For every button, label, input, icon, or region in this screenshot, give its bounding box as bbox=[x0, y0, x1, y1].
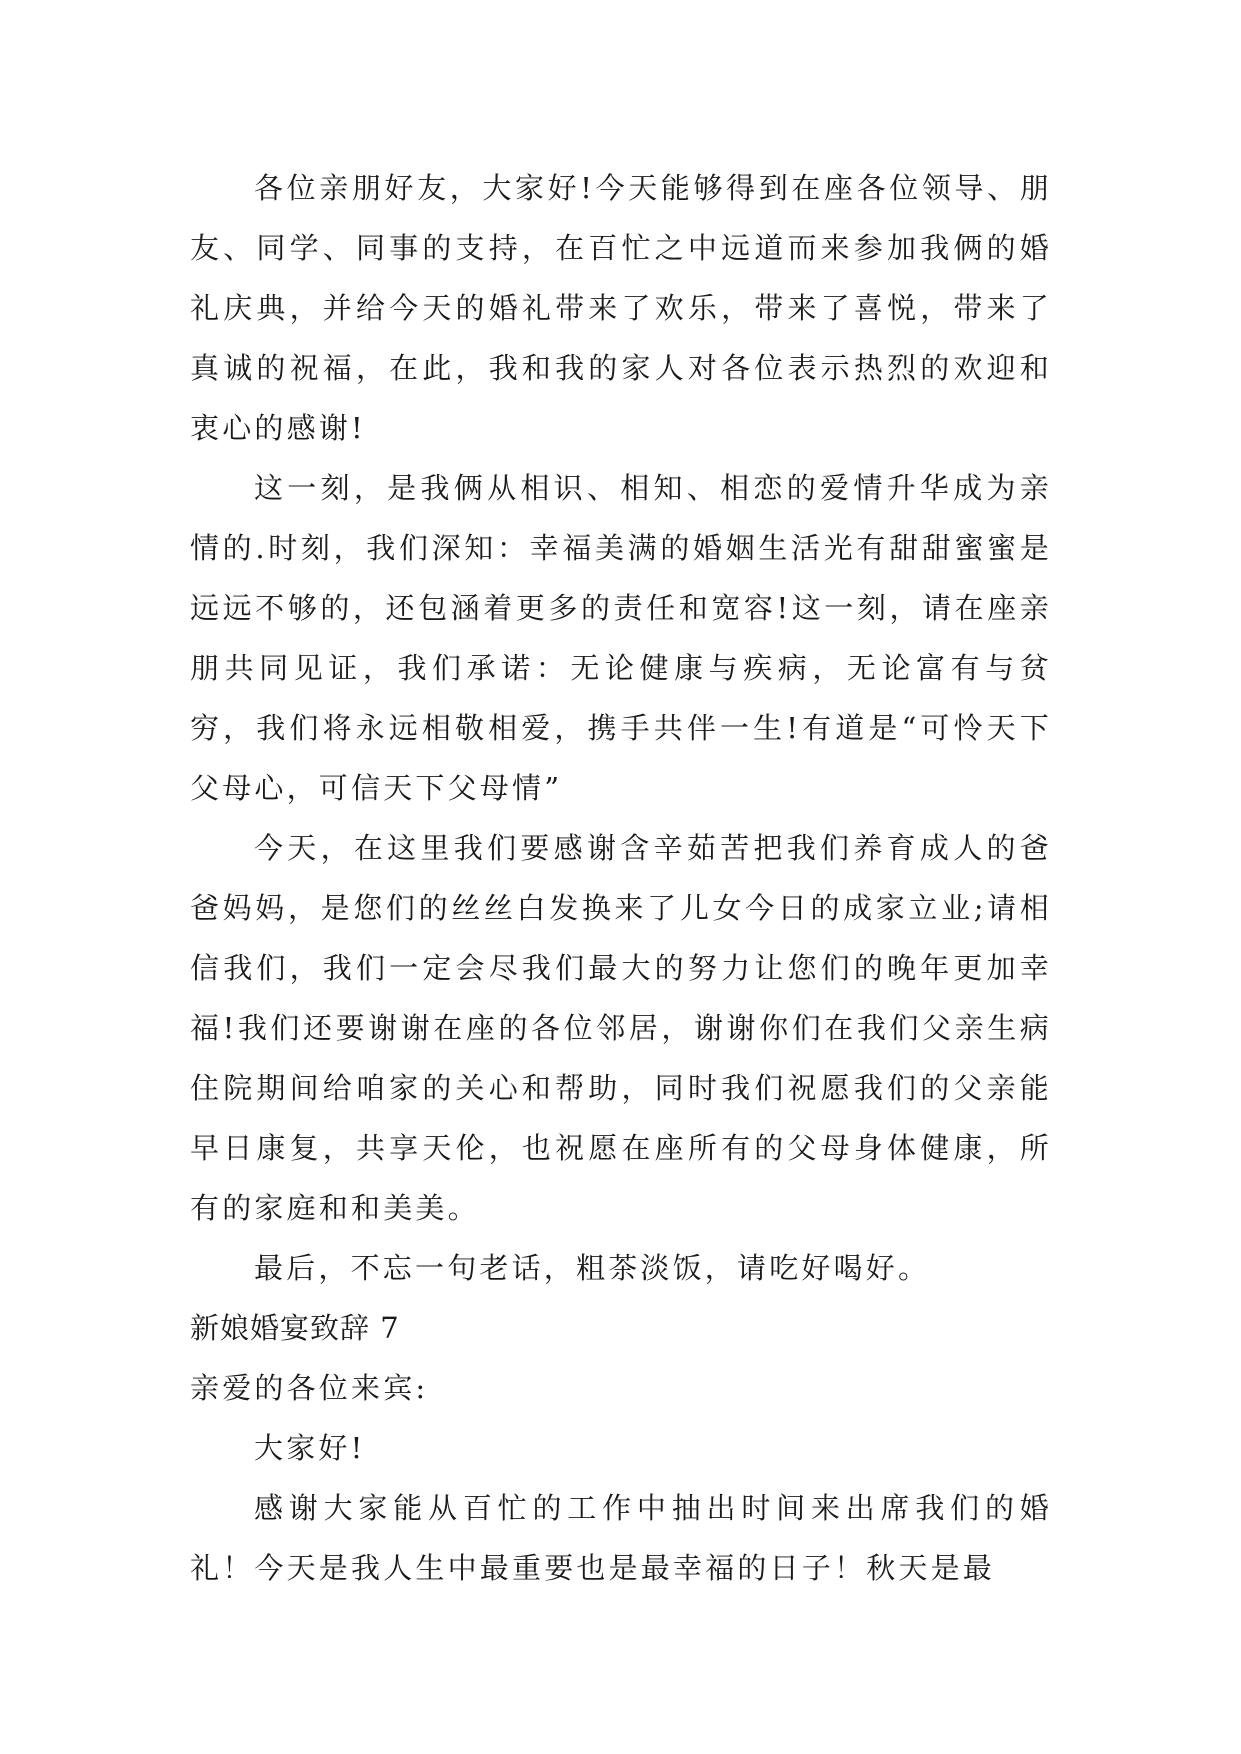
paragraph-speech-start: 感谢大家能从百忙的工作中抽出时间来出席我们的婚礼！今天是我人生中最重要也是最幸福的日子！秋天是最 bbox=[190, 1491, 1052, 1585]
section-heading: 新娘婚宴致辞 7 bbox=[190, 1311, 400, 1345]
greeting: 大家好! bbox=[254, 1431, 366, 1465]
paragraph-vow: 这一刻，是我俩从相识、相知、相恋的爱情升华成为亲情的.时刻，我们深知：幸福美满的婚姻生活光有甜甜蜜蜜是远远不够的，还包涵着更多的责任和宽容!这一刻，请在座亲朋共同见证，我们承诺：无论健康与疾病，无论富有与贫穷，我们将永远相敬相爱，携手共伴一生!有道是“可怜天下父母心，可信天下父母情” bbox=[190, 471, 1052, 805]
paragraph-thanks-parents: 今天，在这里我们要感谢含辛茹苦把我们养育成人的爸爸妈妈，是您们的丝丝白发换来了儿女今日的成家立业;请相信我们，我们一定会尽我们最大的努力让您们的晚年更加幸福!我们还要谢谢在座的各位邻居，谢谢你们在我们父亲生病住院期间给咱家的关心和帮助，同时我们祝愿我们的父亲能早日康复，共享天伦，也祝愿在座所有的父母身体健康，所有的家庭和和美美。 bbox=[190, 831, 1052, 1225]
salutation: 亲爱的各位来宾: bbox=[190, 1371, 429, 1405]
document-body bbox=[190, 158, 1052, 1598]
paragraph-welcome: 各位亲朋好友，大家好!今天能够得到在座各位领导、朋友、同学、同事的支持，在百忙之中远道而来参加我俩的婚礼庆典，并给今天的婚礼带来了欢乐，带来了喜悦，带来了真诚的祝福，在此，我和我的家人对各位表示热烈的欢迎和衷心的感谢! bbox=[190, 171, 1052, 445]
paragraph-closing: 最后，不忘一句老话，粗茶淡饭，请吃好喝好。 bbox=[254, 1251, 931, 1285]
